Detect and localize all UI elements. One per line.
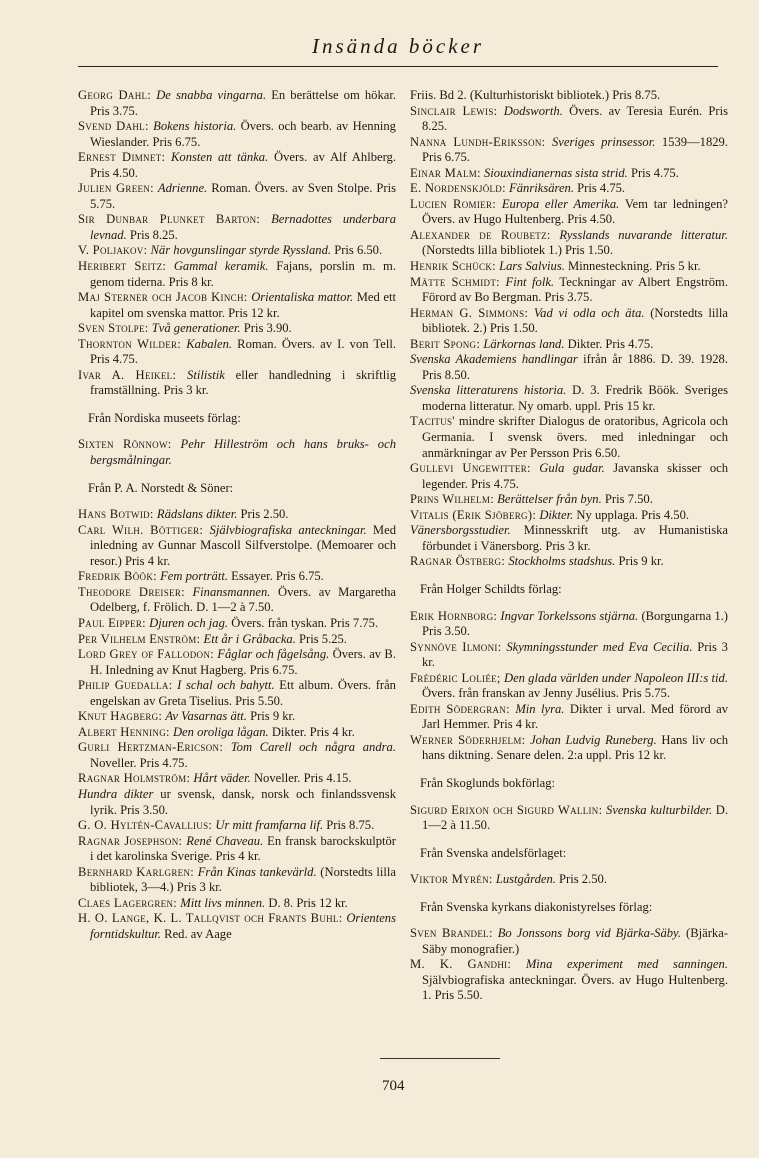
- book-entry: [410, 135, 728, 166]
- entry-details: En berättelse om hökar. Pris 3.75.: [90, 88, 396, 118]
- book-entry: [78, 818, 396, 834]
- book-entry: [410, 609, 728, 640]
- entry-title: Djuren och jag.: [149, 615, 229, 630]
- book-entry: [410, 733, 728, 764]
- entry-title: Bo Jonssons borg vid Bjärka-Säby.: [497, 926, 682, 941]
- entry-details: Noveller. Pris 4.75.: [90, 755, 188, 770]
- entry-title: Den glada världen under Napoleon III:s tid.: [503, 670, 728, 685]
- entry-title: Från Kinas tankevärld.: [197, 864, 317, 879]
- entry-title: Adrienne.: [157, 181, 208, 196]
- entry-title: Fänriksären.: [509, 181, 574, 196]
- book-entry: [78, 834, 396, 865]
- entry-author: Nanna Lundh-Eriksson:: [410, 134, 546, 149]
- section-heading: Från Nordiska museets förlag:: [88, 410, 241, 425]
- section-heading: Från Svenska kyrkans diakonistyrelses förlag:: [420, 899, 653, 914]
- entry-details: eller handledning i skriftlig framställning. Pris 3 kr.: [90, 367, 396, 398]
- entry-title: Fint folk.: [505, 274, 555, 289]
- entry-details: Dikter i urval. Med förord av Jarl Hemmer. Pris 4 kr.: [422, 701, 729, 732]
- book-entry: [410, 554, 728, 570]
- entry-author: Sir Dunbar Plunket Barton:: [78, 212, 261, 227]
- entry-details: ur svensk, dansk, norsk och finlandssvensk lyrik. Pris 3.50.: [90, 786, 396, 817]
- entry-author: Knut Hagberg:: [78, 709, 163, 724]
- book-entry: [410, 492, 728, 508]
- entry-details: Pris 8.75.: [323, 818, 375, 833]
- entry-details: Friis. Bd 2. (Kulturhistoriskt bibliotek.) Pris 8.75.: [410, 88, 661, 102]
- entry-title: Bernadottes underbara levnad.: [90, 212, 396, 242]
- entry-author: Sigurd Erixon och Sigurd Wallin:: [410, 802, 603, 817]
- entry-details: Dikter. Pris 4 kr.: [268, 724, 355, 739]
- entry-details: (Norstedts lilla bibliotek. 2.) Pris 1.50.: [422, 305, 729, 336]
- entry-author: Sixten Rönnow:: [78, 437, 172, 452]
- left-column: [78, 88, 396, 942]
- entry-details: Övers. från tyskan. Pris 7.75.: [228, 615, 379, 630]
- entry-title: Europa eller Amerika.: [501, 196, 620, 211]
- entry-title: Två generationer.: [151, 321, 241, 336]
- book-entry: [78, 212, 396, 243]
- entry-title: Dodsworth.: [503, 103, 563, 118]
- entry-details: Övers. av Alf Ahlberg. Pris 4.50.: [90, 150, 396, 180]
- book-entry: [78, 865, 396, 896]
- entry-details: Roman. Övers. av Sven Stolpe. Pris 5.75.: [90, 181, 396, 211]
- book-entry: [410, 306, 728, 337]
- entry-author: Vitalis (Erik Sjöberg):: [410, 507, 537, 522]
- entry-details: Noveller. Pris 4.15.: [250, 771, 352, 786]
- entry-details: Vem tar ledningen? Övers. av Hugo Hultenberg. Pris 4.50.: [422, 196, 728, 227]
- book-entry: [410, 197, 728, 228]
- entry-author: Per Vilhelm Enström:: [78, 631, 201, 646]
- book-entry: [410, 702, 728, 733]
- book-entry: [78, 725, 396, 741]
- entry-author: Bernhard Karlgren:: [78, 864, 195, 879]
- entry-author: Werner Söderhjelm:: [410, 732, 526, 747]
- entry-title: I schal och bahytt.: [177, 678, 275, 693]
- book-entry: [410, 671, 728, 702]
- book-entry: [78, 290, 396, 321]
- entry-title: Min lyra.: [515, 701, 565, 716]
- entry-details: Minnesskrift utg. av Humanistiska förbundet i Vänersborg. Pris 3 kr.: [422, 523, 728, 553]
- book-entry: [410, 104, 728, 135]
- entry-title: Finansmannen.: [192, 584, 271, 599]
- entry-title: Mina experiment med sanningen.: [525, 957, 728, 972]
- section-heading: Från Holger Schildts förlag:: [420, 581, 562, 596]
- entry-details: Pris 9 kr.: [246, 709, 296, 724]
- entry-title: Gula gudar.: [539, 461, 605, 476]
- book-entry: [410, 352, 728, 383]
- entry-author: G. O. Hyltén-Cavallius:: [78, 818, 213, 833]
- entry-details: Pris 9 kr.: [615, 554, 664, 569]
- entry-title: Lars Salvius.: [499, 259, 565, 274]
- entry-author: Ragnar Josephson:: [78, 833, 183, 848]
- entry-details: En fransk barockskulptör i det karolinska Sverige. Pris 4 kr.: [90, 833, 396, 864]
- entry-details: Pris 4.75.: [627, 165, 679, 180]
- entry-author: Alexander de Roubetz:: [410, 227, 551, 242]
- entry-details: Pris 3 kr.: [422, 639, 728, 670]
- entry-details: Självbiografiska anteckningar. Övers. av Hugo Hultenberg. 1. Pris 5.50.: [422, 972, 728, 1003]
- entry-author: Sven Stolpe:: [78, 321, 149, 336]
- entry-author: Paul Eipper:: [78, 615, 146, 630]
- entry-author: Sinclair Lewis:: [410, 103, 498, 118]
- section-heading: Från Svenska andelsförlaget:: [420, 845, 567, 860]
- book-entry: [78, 647, 396, 678]
- entry-title: Dikter.: [539, 507, 574, 522]
- entry-author: Prins Wilhelm:: [410, 492, 495, 507]
- entry-author: Ivar A. Heikel:: [78, 367, 177, 382]
- entry-title: Ett år i Gråbacka.: [203, 631, 296, 646]
- entry-title: De snabba vingarna.: [156, 88, 267, 102]
- book-entry: [78, 896, 396, 912]
- entry-title: Mitt livs minnen.: [180, 895, 266, 910]
- entry-title: Konsten att tänka.: [171, 150, 269, 165]
- book-entry: [410, 259, 728, 275]
- entry-details: Pris 5.25.: [295, 631, 347, 646]
- entry-author: Herman G. Simmons:: [410, 305, 529, 320]
- entry-details: Roman. Övers. av I. von Tell. Pris 4.75.: [90, 336, 396, 367]
- entry-details: Teckningar av Albert Engström. Förord av Bo Bergman. Pris 3.75.: [422, 274, 729, 305]
- entry-details: Övers. av Margaretha Odelberg, f. Frölich. D. 1—2 à 7.50.: [90, 584, 396, 615]
- entry-author: Fredrik Böök:: [78, 569, 157, 584]
- book-entry: [410, 181, 728, 197]
- book-entry: [78, 632, 396, 648]
- entry-author: Thornton Wilder:: [78, 336, 182, 351]
- entry-author: Heribert Seitz:: [78, 259, 167, 274]
- entry-author: Ernest Dimnet:: [78, 150, 166, 165]
- entry-author: Albert Henning:: [78, 724, 170, 739]
- section-heading: Från P. A. Norstedt & Söner:: [88, 480, 234, 495]
- entry-details: (Norstedts lilla bibliotek, 3—4.) Pris 3 kr.: [90, 864, 396, 895]
- book-entry: [78, 787, 396, 818]
- entry-author: Julien Green:: [78, 181, 154, 196]
- entry-author: Tacitus': [410, 414, 455, 429]
- book-entry: [78, 88, 396, 119]
- entry-author: Henrik Schück:: [410, 259, 496, 274]
- entry-title: Sveriges prinsessor.: [551, 134, 656, 149]
- entry-author: Viktor Myrén:: [410, 872, 493, 887]
- book-entry: [410, 228, 728, 259]
- entry-author: Theodore Dreiser:: [78, 584, 185, 599]
- entry-details: 1539—1829. Pris 6.75.: [422, 134, 728, 165]
- entry-details: ifrån år 1886. D. 39. 1928. Pris 8.50.: [422, 352, 728, 382]
- entry-author: E. Nordenskjöld:: [410, 181, 506, 196]
- entry-author: Frédéric Loliée;: [410, 670, 501, 685]
- entry-title: Johan Ludvig Runeberg.: [530, 732, 657, 747]
- entry-details: Hans liv och hans diktning. Senare delen. 2:a uppl. Pris 12 kr.: [422, 732, 728, 763]
- entry-title: Rädslans dikter.: [156, 507, 238, 522]
- entry-author: Georg Dahl:: [78, 88, 152, 102]
- book-entry: [78, 368, 396, 399]
- book-entry: [78, 150, 396, 181]
- book-entry: [78, 585, 396, 616]
- entry-title: Bokens historia.: [153, 119, 237, 134]
- entry-title: Tom Carell och några andra.: [230, 740, 396, 755]
- entry-title: Orientens forntidskultur.: [90, 911, 396, 941]
- entry-details: mindre skrifter Dialogus de oratoribus, Agricola och Germania. I svensk övers. med inledningar och anmärkningar av Per Persson Pris 6.50.: [422, 414, 728, 460]
- book-entry: [78, 437, 396, 468]
- book-entry: [410, 414, 728, 461]
- entry-author: Edith Södergran:: [410, 701, 510, 716]
- entry-author: Gurli Hertzman-Ericson:: [78, 740, 224, 755]
- entry-title: René Chaveau.: [186, 833, 264, 848]
- entry-details: Pris 8.25.: [126, 227, 178, 242]
- entry-author: Erik Hornborg:: [410, 608, 498, 623]
- entry-details: Övers. av B. H. Inledning av Knut Hagberg. Pris 6.75.: [90, 647, 396, 677]
- entry-author: V. Poljakov:: [78, 243, 148, 258]
- entry-details: Red. av Aage: [161, 926, 232, 941]
- entry-title: Siouxindianernas sista strid.: [484, 165, 628, 180]
- entry-author: Ragnar Östberg:: [410, 554, 506, 569]
- entry-details: Pris 6.50.: [331, 243, 383, 258]
- entry-details: (Bjärka-Säby monografier.): [422, 926, 728, 956]
- entry-author: Berit Spong:: [410, 336, 481, 351]
- entry-title: Stockholms stadshus.: [508, 554, 616, 569]
- entry-title: Berättelser från byn.: [497, 492, 602, 507]
- entry-title: Den oroliga lågan.: [172, 724, 269, 739]
- book-entry: [410, 872, 728, 888]
- page-number: 704: [382, 1078, 405, 1094]
- book-entry: [78, 616, 396, 632]
- entry-title: Fåglar och fågelsång.: [217, 647, 330, 662]
- entry-author: Synnöve Ilmoni:: [410, 639, 502, 654]
- entry-title: Svenska litteraturens historia.: [410, 383, 567, 398]
- entry-author: Svend Dahl:: [78, 119, 149, 134]
- book-entry: [78, 678, 396, 709]
- book-entry: [78, 321, 396, 337]
- entry-title: Kabalen.: [186, 336, 233, 351]
- entry-details: Övers. och bearb. av Henning Wieslander. Pris 6.75.: [90, 119, 396, 149]
- entry-title: Lärkornas land.: [483, 336, 565, 351]
- book-entry: [410, 166, 728, 182]
- book-entry: [78, 740, 396, 771]
- entry-title: Fem porträtt.: [160, 569, 228, 584]
- entry-details: Övers. av Teresia Eurén. Pris 8.25.: [422, 103, 729, 134]
- entry-details: Javanska skisser och legender. Pris 4.75.: [422, 461, 729, 491]
- entry-title: Orientaliska mattor.: [251, 290, 354, 305]
- entry-details: D. 1—2 à 11.50.: [422, 802, 728, 833]
- entry-author: Carl Wilh. Böttiger:: [78, 522, 204, 537]
- book-entry: [78, 337, 396, 368]
- entry-title: Stilistik: [187, 367, 225, 382]
- entry-details: Pris 2.50.: [237, 507, 289, 522]
- book-entry: [410, 640, 728, 671]
- entry-title: Självbiografiska anteckningar.: [209, 522, 367, 537]
- entry-author: Philip Guedalla:: [78, 678, 173, 693]
- entry-details: Fajans, porslin m. m. genom tiderna. Pris 8 kr.: [90, 259, 396, 289]
- header-rule: [78, 66, 718, 67]
- entry-author: Lord Grey of Fallodon:: [78, 647, 214, 662]
- book-entry: [78, 911, 396, 942]
- entry-author: Gullevi Ungewitter:: [410, 461, 531, 476]
- book-entry: [78, 243, 396, 259]
- entry-details: Övers. från franskan av Jenny Jusélius. Pris 5.75.: [422, 686, 670, 701]
- book-entry: [78, 569, 396, 585]
- entry-title: Pehr Hilleström och hans bruks- och bergsmålningar.: [90, 437, 396, 468]
- book-entry: [410, 803, 728, 834]
- entry-details: Pris 3.90.: [240, 321, 292, 336]
- entry-author: Hans Botwid:: [78, 507, 154, 522]
- book-entry: [410, 926, 728, 957]
- entry-details: Ny upplaga. Pris 4.50.: [573, 507, 690, 522]
- entry-title: Hundra dikter: [78, 786, 154, 801]
- entry-details: Dikter. Pris 4.75.: [564, 336, 654, 351]
- entry-details: Minnesteckning. Pris 5 kr.: [564, 259, 701, 274]
- book-entry: [410, 508, 728, 524]
- entry-author: M. K. Gandhi:: [410, 957, 512, 972]
- entry-details: (Norstedts lilla bibliotek 1.) Pris 1.50.: [422, 243, 613, 258]
- entry-author: Claes Lagergren:: [78, 895, 178, 910]
- page-header-title: Insända böcker: [311, 34, 485, 58]
- book-entry: [410, 383, 728, 414]
- footer-rule: [380, 1058, 500, 1059]
- entry-details: Pris 4.75.: [574, 181, 626, 196]
- entry-title: Svenska kulturbilder.: [606, 802, 713, 817]
- entry-details: D. 8. Pris 12 kr.: [265, 895, 348, 910]
- book-entry: [78, 507, 396, 523]
- book-entry: [410, 275, 728, 306]
- entry-author: Sven Brandel:: [410, 926, 493, 941]
- entry-author: Maj Sterner och Jacob Kinch:: [78, 290, 248, 305]
- entry-author: Mätte Schmidt:: [410, 274, 500, 289]
- entry-details: Essayer. Pris 6.75.: [227, 569, 324, 584]
- entry-title: När hovgunslingar styrde Ryssland.: [150, 243, 332, 258]
- book-entry: [78, 259, 396, 290]
- entry-title: Av Vasarnas ätt.: [165, 709, 247, 724]
- entry-details: (Borgungarna 1.) Pris 3.50.: [422, 608, 728, 639]
- entry-title: Ur mitt framfarna lif.: [215, 818, 324, 833]
- entry-author: Ragnar Holmström:: [78, 771, 191, 786]
- book-entry: [410, 88, 728, 104]
- entry-title: Gammal keramik.: [173, 259, 269, 274]
- entry-details: Pris 2.50.: [555, 872, 607, 887]
- entry-title: Ingvar Torkelssons stjärna.: [500, 608, 639, 623]
- book-entry: [410, 461, 728, 492]
- entry-title: Skymningsstunder med Eva Cecilia.: [506, 639, 693, 654]
- book-entry: [410, 337, 728, 353]
- entry-author: Lucien Romier:: [410, 196, 497, 211]
- entry-details: Pris 7.50.: [601, 492, 653, 507]
- entry-details: Ett album. Övers. från engelskan av Greta Tiselius. Pris 5.50.: [90, 678, 396, 708]
- entry-title: Hårt väder.: [193, 771, 251, 786]
- book-entry: [78, 771, 396, 787]
- entry-details: Med ett kapitel om svenska mattor. Pris 12 kr.: [90, 290, 397, 320]
- entry-title: Vad vi odla och äta.: [533, 305, 645, 320]
- book-entry: [410, 957, 728, 1004]
- entry-details: Med inledning av Gunnar Mascoll Silfverstolpe. (Memoarer och resor.) Pris 4 kr.: [90, 522, 397, 568]
- section-heading: Från Skoglunds bokförlag:: [420, 775, 556, 790]
- entry-title: Rysslands nuvarande litteratur.: [559, 227, 729, 242]
- book-entry: [78, 119, 396, 150]
- entry-author: Einar Malm:: [410, 165, 481, 180]
- entry-details: D. 3. Fredrik Böök. Sveriges moderna litteratur. Ny omarb. uppl. Pris 15 kr.: [422, 383, 728, 413]
- entry-author: H. O. Lange, K. L. Tallqvist och Frants Buhl:: [78, 911, 343, 926]
- entry-title: Lustgården.: [495, 872, 556, 887]
- book-entry: [410, 523, 728, 554]
- book-entry: [78, 523, 396, 570]
- entry-title: Vänersborgsstudier.: [410, 523, 511, 538]
- right-column: [410, 88, 728, 1004]
- book-entry: [78, 181, 396, 212]
- entry-title: Svenska Akademiens handlingar: [410, 352, 578, 367]
- book-entry: [78, 709, 396, 725]
